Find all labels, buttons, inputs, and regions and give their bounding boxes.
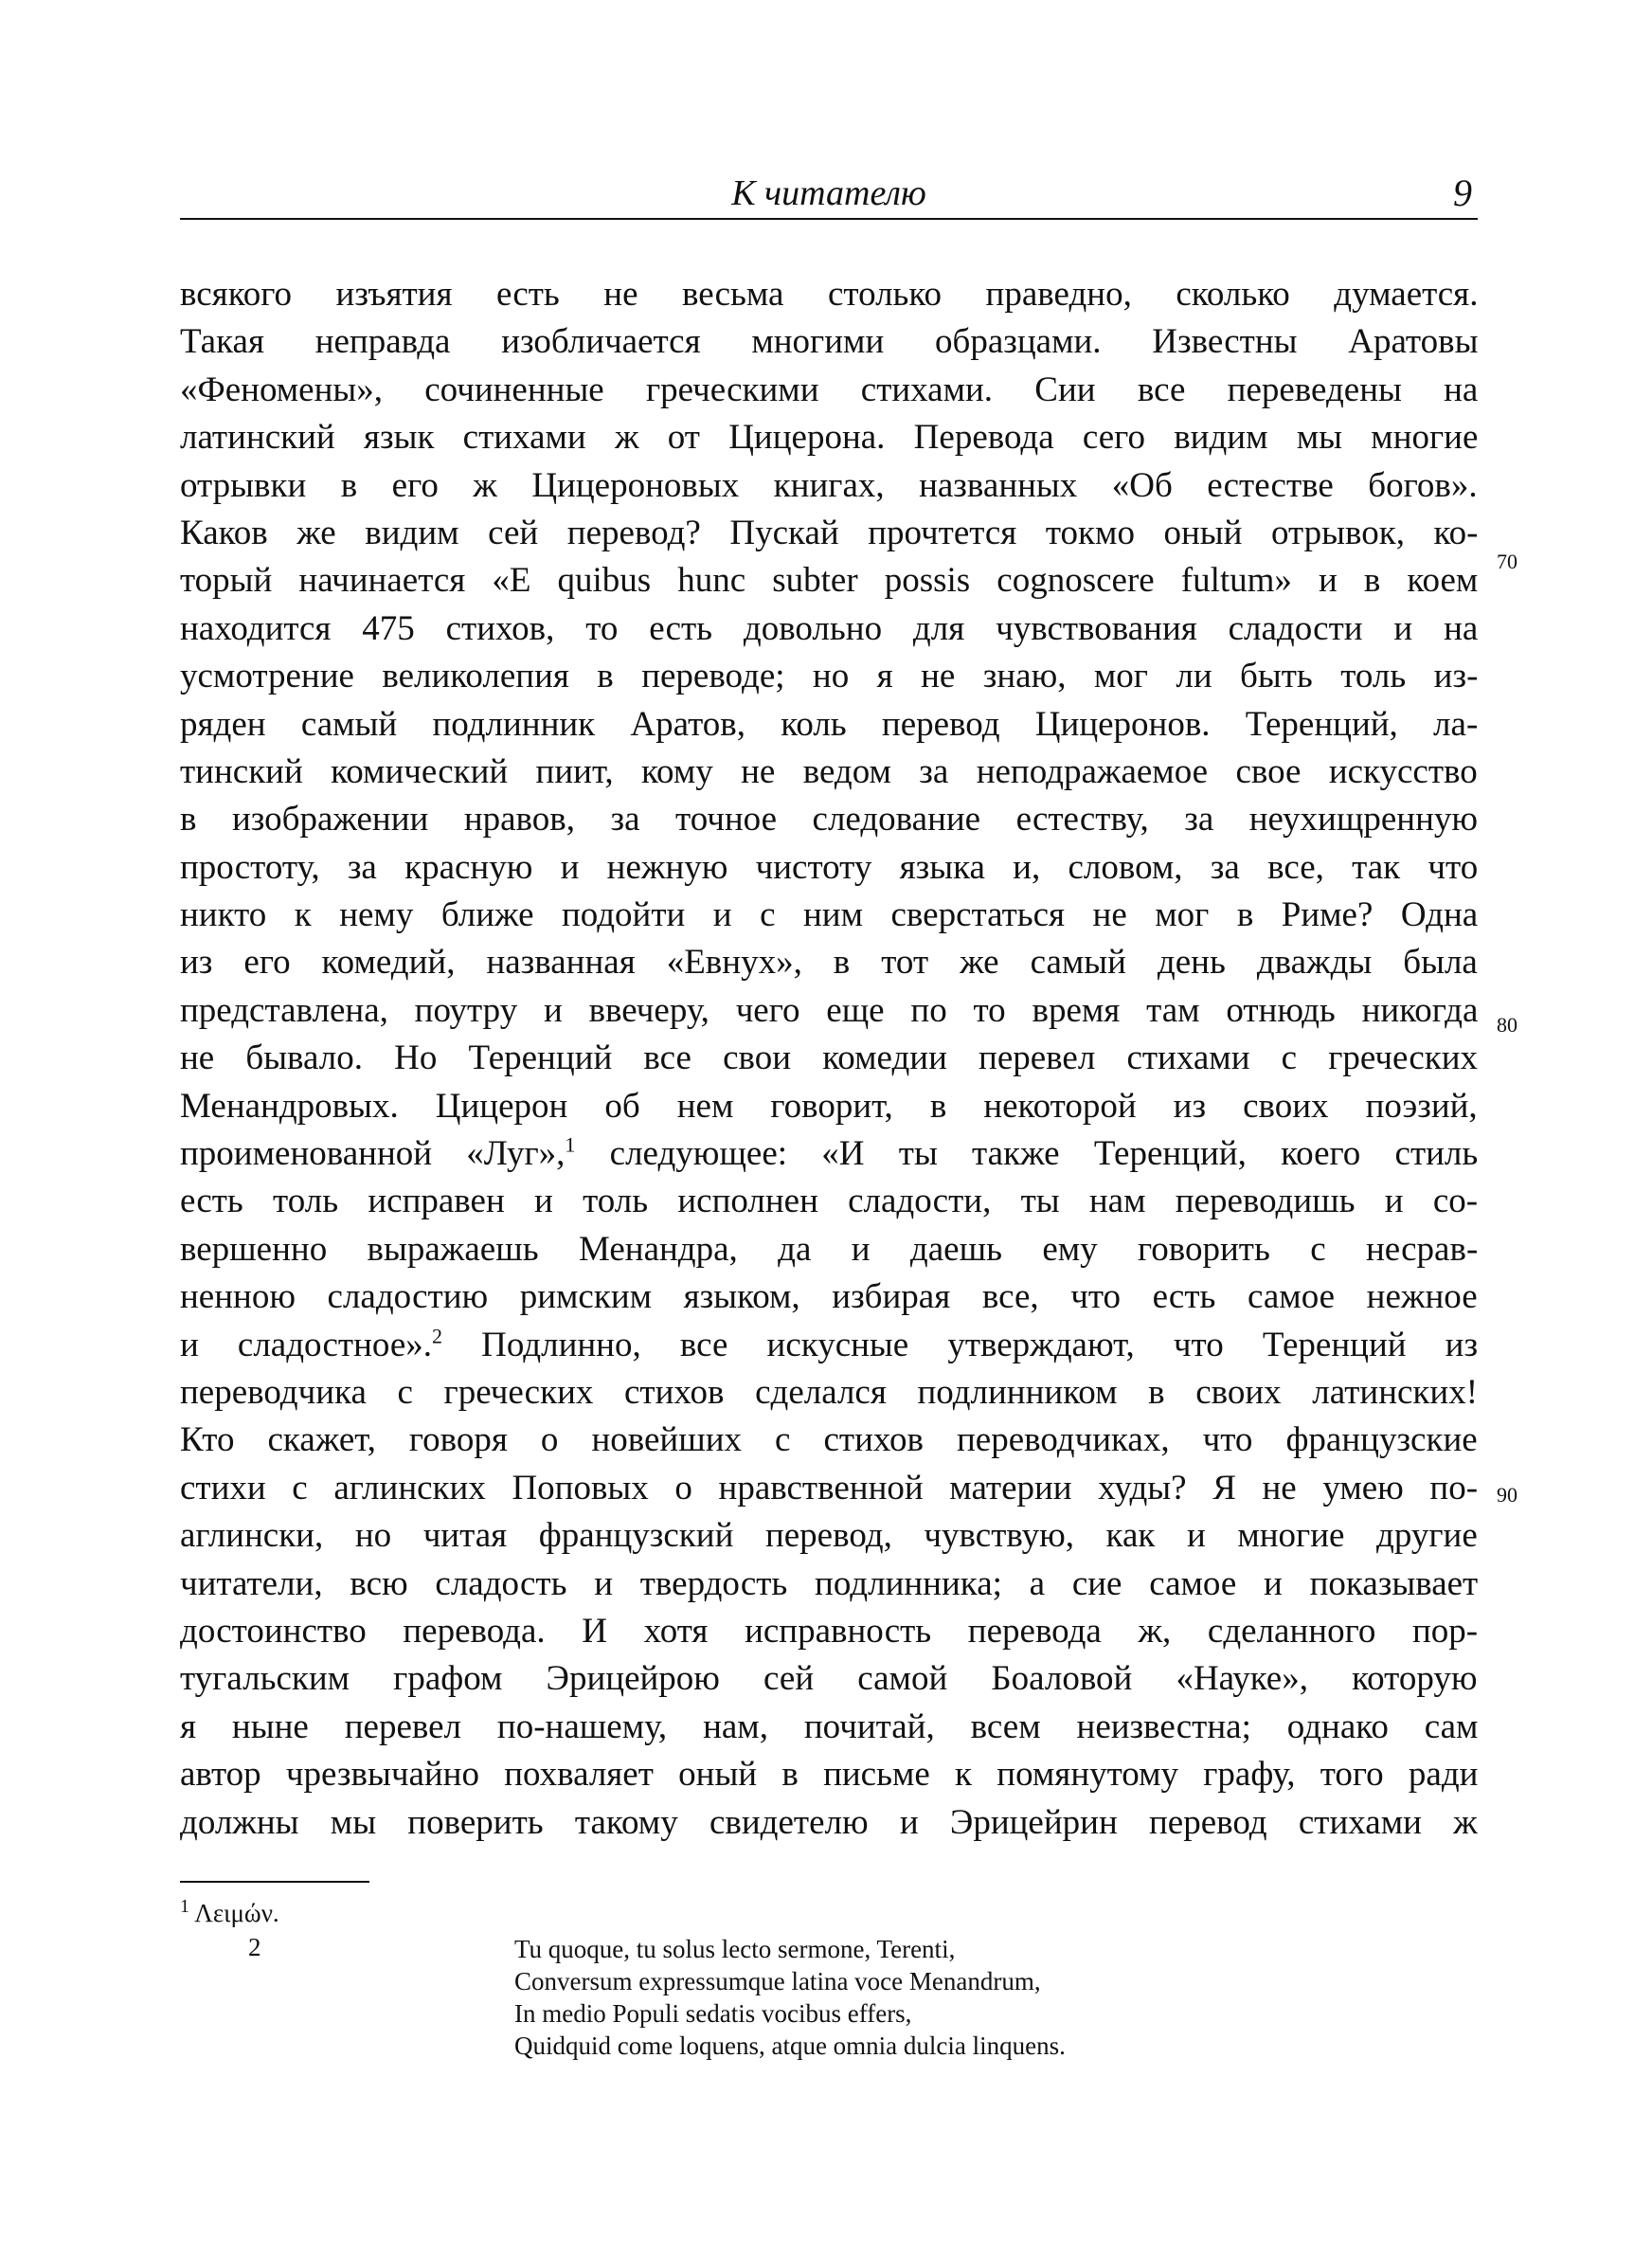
text-line: представлена, поутру и ввечеру, чего еще по то время там отнюдь никогда <box>180 990 1479 1030</box>
page-number: 9 <box>1453 172 1472 214</box>
running-header <box>180 171 1478 220</box>
text-segment: Подлинно, все искусные утверждают, что Теренций из <box>442 1325 1479 1364</box>
text-line: переводчика с греческих стихов сделался подлинником в своих латинских! <box>180 1372 1479 1412</box>
text-line: отрывки в его ж Цицероновых книгах, названных «Об естестве богов». <box>180 465 1478 505</box>
text-line: Каков же видим сей перевод? Пускай прочтется токмо оный отрывок, ко- <box>180 513 1479 552</box>
text-line: вершенно выражаешь Менандра, да и даешь ему говорить с несрав- <box>180 1229 1479 1269</box>
text-line-with-note <box>180 1130 1478 1178</box>
text-line: ненною сладостию римским языком, избирая все, что есть самое нежное <box>180 1277 1478 1317</box>
text-line: Менандровых. Цицерон об нем говорит, в некоторой из своих поэзий, <box>180 1086 1478 1126</box>
text-line: не бывало. Но Теренций все свои комедии перевел стихами с греческих <box>180 1038 1479 1078</box>
text-line: латинский язык стихами ж от Цицерона. Перевода сего видим мы многие <box>180 418 1479 458</box>
text-line: простоту, за красную и нежную чистоту языка и, словом, за все, так что <box>180 847 1479 887</box>
body-text <box>180 271 1478 1847</box>
text-line: автор чрезвычайно похваляет оный в письме к помянутому графу, того ради <box>180 1755 1479 1795</box>
running-title: К читателю <box>731 173 926 213</box>
line-number-80: 80 <box>1497 1013 1517 1037</box>
text-line: читатели, всю сладость и твердость подлинника; а сие самое и показывает <box>180 1563 1479 1603</box>
footnote-mark: 1 <box>180 1896 189 1917</box>
text-segment: следующее: «И ты также Теренций, коего стиль <box>575 1134 1479 1174</box>
verse-line: Conversum expressumque latina voce Menandrum, <box>514 1967 1041 1995</box>
text-line: тинский комический пиит, кому не ведом за неподражаемое свое искусство <box>180 751 1478 791</box>
text-line: ряден самый подлинник Аратов, коль перевод Цицеронов. Теренций, ла- <box>180 704 1479 744</box>
text-line: в изображении нравов, за точное следование естеству, за неухищренную <box>180 800 1479 840</box>
text-segment: и сладостное». <box>180 1325 432 1364</box>
text-line: я ныне перевел по-нашему, нам, почитай, всем неизвестна; однако сам <box>180 1706 1479 1746</box>
text-line: находится 475 стихов, то есть довольно для чувствования сладости и на <box>180 608 1479 648</box>
text-line: стихи с аглинских Поповых о нравственной материи худы? Я не умею по- <box>180 1468 1479 1508</box>
line-number-70: 70 <box>1497 550 1517 573</box>
footnote-divider <box>180 1881 369 1883</box>
note-ref-1: 1 <box>565 1132 576 1157</box>
verse-line: Tu quoque, tu solus lecto sermone, Terenti, <box>514 1935 956 1963</box>
text-line: усмотрение великолепия в переводе; но я не знаю, мог ли быть толь из- <box>180 657 1479 696</box>
text-line: из его комедий, названная «Евнух», в тот же самый день дважды была <box>180 943 1478 983</box>
footnote-2-mark: 2 <box>248 1933 261 1961</box>
text-segment: проименованной «Луг», <box>180 1134 566 1174</box>
text-line: тугальским графом Эрицейрою сей самой Боаловой «Науке», которую <box>180 1659 1478 1699</box>
text-line: есть толь исправен и толь исполнен сладости, ты нам переводишь и со- <box>180 1182 1479 1221</box>
text-line-with-note <box>180 1322 1478 1369</box>
note-ref-2: 2 <box>432 1324 442 1348</box>
footnote-2-verse <box>514 1933 1066 2062</box>
text-line: аглински, но читая французский перевод, чувствую, как и многие другие <box>180 1516 1478 1556</box>
verse-line: In medio Populi sedatis vocibus effers, <box>514 1999 912 2028</box>
text-line: достоинство перевода. И хотя исправность перевода ж, сделанного пор- <box>180 1611 1479 1651</box>
text-line: всякого изъятия есть не весьма столько праведно, сколько думается. <box>180 275 1479 314</box>
footnote-text: Λειμών. <box>194 1899 279 1927</box>
line-number-90: 90 <box>1497 1483 1517 1507</box>
text-line: должны мы поверить такому свидетелю и Эрицейрин перевод стихами ж <box>180 1802 1478 1842</box>
footnote-1 <box>180 1897 279 1929</box>
text-line: никто к нему ближе подойти и с ним сверстаться не мог в Риме? Одна <box>180 895 1479 935</box>
text-line: Кто скажет, говоря о новейших с стихов переводчиках, что французские <box>180 1420 1478 1460</box>
verse-line: Quidquid come loquens, atque omnia dulcia linquens. <box>514 2031 1066 2060</box>
text-line: Такая неправда изобличается многими образцами. Известны Аратовы <box>180 322 1479 362</box>
text-line: «Феномены», сочиненные греческими стихами. Сии все переведены на <box>180 370 1479 409</box>
text-line: торый начинается «E quibus hunc subter possis cognoscere fultum» и в коем <box>180 561 1479 601</box>
